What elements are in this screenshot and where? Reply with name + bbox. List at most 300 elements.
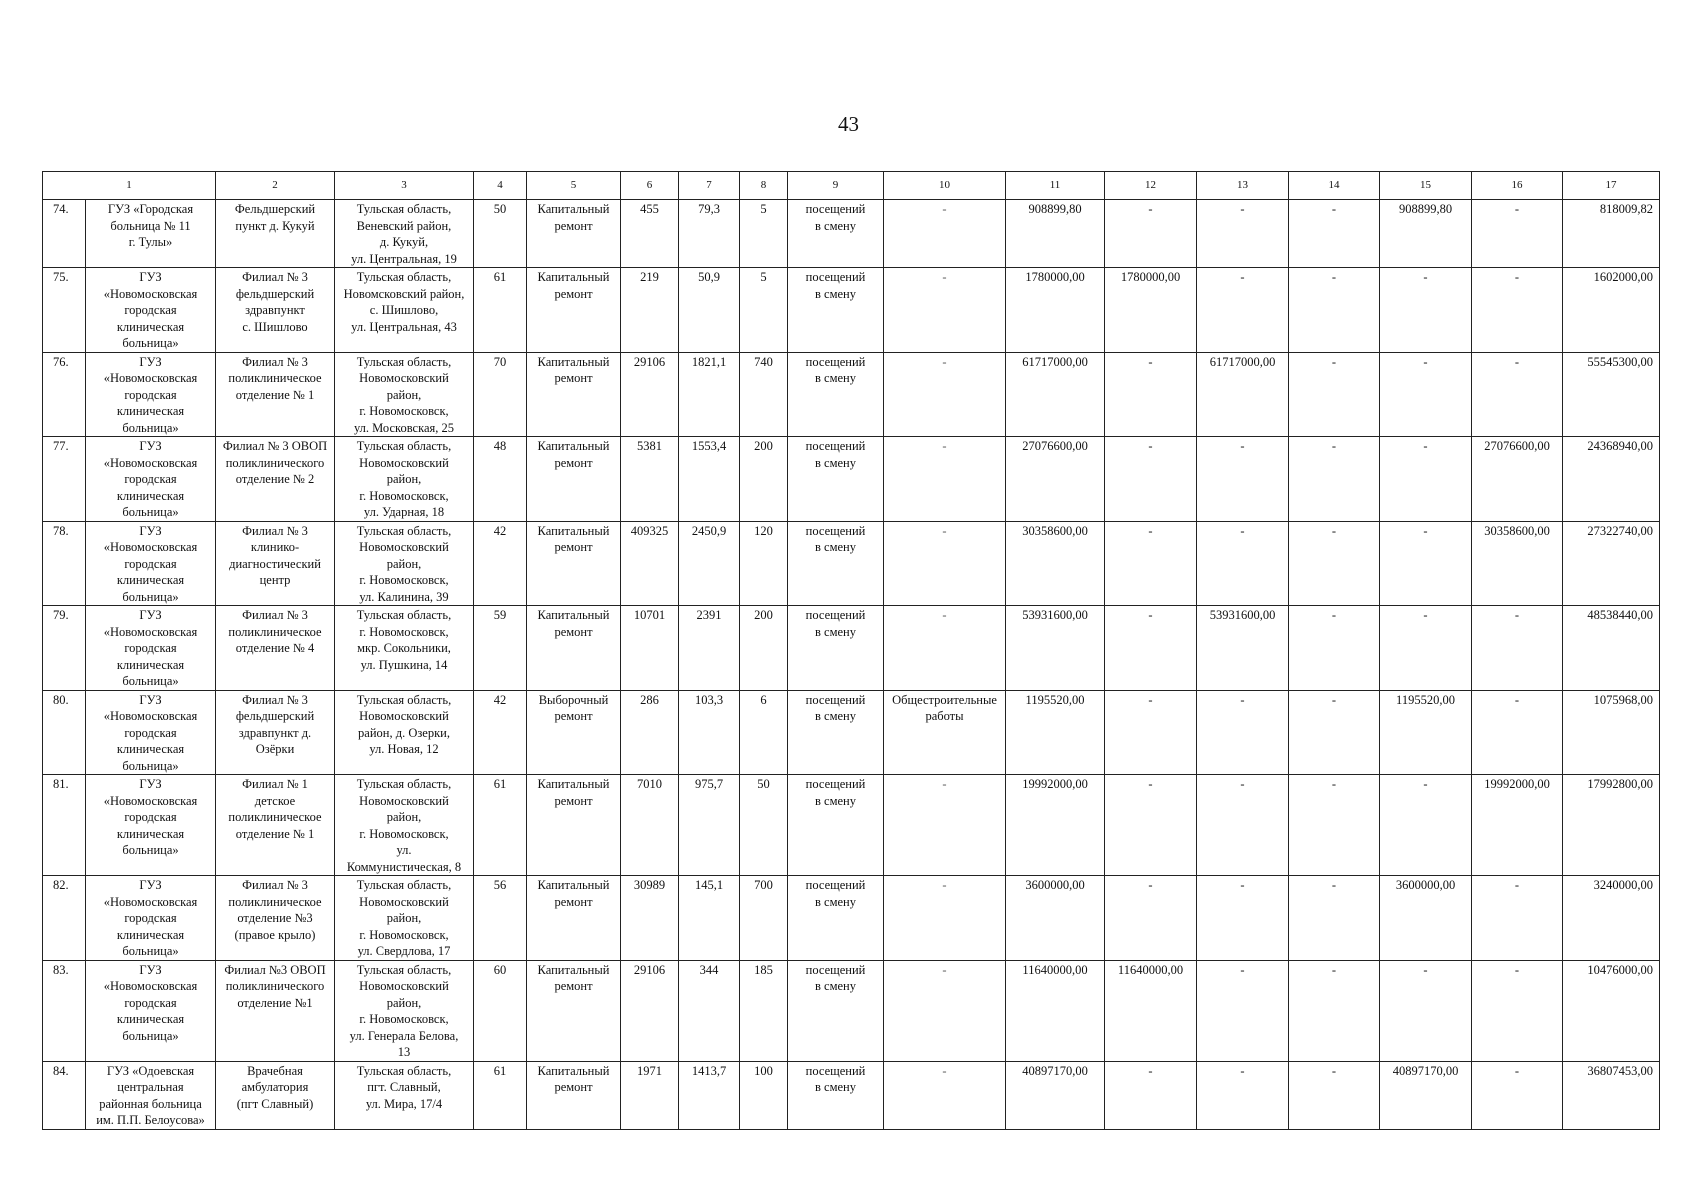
cell-line: районная больница <box>99 1096 202 1111</box>
col4-cell: 61 <box>474 268 527 353</box>
cell-line: поликлиническое <box>228 371 322 385</box>
col17-cell: 24368940,00 <box>1563 437 1660 522</box>
cell-line: Тульская область, <box>356 692 452 707</box>
cell-line: больница» <box>122 944 179 958</box>
col8-cell: 200 <box>740 437 788 522</box>
cell-line: Филиал № 1 <box>242 777 308 791</box>
facility-cell <box>216 521 335 606</box>
col12-cell: - <box>1105 876 1197 961</box>
col13-cell: - <box>1197 1061 1289 1129</box>
col7-cell: 1413,7 <box>679 1061 740 1129</box>
cell-line: посещений <box>805 777 866 791</box>
col12-cell: - <box>1105 1061 1197 1129</box>
cell-line: Общестроительные <box>892 692 997 707</box>
total-cost-cell: 40897170,00 <box>1006 1061 1105 1129</box>
row-number-cell: 83. <box>43 960 86 1061</box>
capacity-unit-cell <box>788 200 884 268</box>
col13-cell: - <box>1197 521 1289 606</box>
cell-line: в смену <box>815 894 856 909</box>
col12-cell: 11640000,00 <box>1105 960 1197 1061</box>
work-type-cell <box>884 775 1006 876</box>
cell-line: Капитальный <box>537 354 610 369</box>
cell-line: городская <box>124 810 177 824</box>
cell-line: район, <box>386 911 422 925</box>
total-cost-cell: 27076600,00 <box>1006 437 1105 522</box>
institution-cell <box>86 775 216 876</box>
cell-line: «Новомосковская <box>103 709 198 723</box>
cell-line: ремонт <box>554 218 593 233</box>
col12-cell: - <box>1105 690 1197 775</box>
cell-line: Филиал №3 ОВОП <box>224 962 326 977</box>
column-header: 7 <box>679 172 740 200</box>
cell-line: - <box>942 354 947 369</box>
cell-line: г. Новомосковск, <box>359 624 449 639</box>
col8-cell: 120 <box>740 521 788 606</box>
col7-cell: 145,1 <box>679 876 740 961</box>
facility-cell <box>216 200 335 268</box>
column-header: 14 <box>1289 172 1380 200</box>
table-row <box>43 775 1660 876</box>
address-cell <box>335 876 474 961</box>
cell-line: Выборочный <box>538 692 609 707</box>
col17-cell: 10476000,00 <box>1563 960 1660 1061</box>
col8-cell: 700 <box>740 876 788 961</box>
address-cell <box>335 606 474 691</box>
facility-cell <box>216 606 335 691</box>
col14-cell: - <box>1289 690 1380 775</box>
cell-line: городская <box>124 725 177 740</box>
col8-cell: 740 <box>740 352 788 437</box>
cell-line: «Новомосковская <box>103 894 198 909</box>
col6-cell: 409325 <box>621 521 679 606</box>
cell-line: «Новомосковская <box>103 371 198 385</box>
cell-line: клиническая <box>116 319 185 334</box>
col16-cell: - <box>1472 268 1563 353</box>
cell-line: Тульская область, <box>356 439 452 453</box>
cell-line: больница № 11 <box>110 218 191 233</box>
capacity-unit-cell <box>788 268 884 353</box>
cell-line: Капитальный <box>537 1063 610 1078</box>
col4-cell: 56 <box>474 876 527 961</box>
cell-line: ремонт <box>554 371 593 385</box>
cell-line: Капитальный <box>537 962 610 977</box>
institution-cell <box>86 876 216 961</box>
cell-line: ГУЗ «Одоевская <box>106 1063 195 1078</box>
cell-line: - <box>942 777 947 791</box>
cell-line: Капитальный <box>537 608 610 622</box>
work-type-cell <box>884 606 1006 691</box>
col15-cell: - <box>1380 960 1472 1061</box>
col8-cell: 6 <box>740 690 788 775</box>
col7-cell: 975,7 <box>679 775 740 876</box>
cell-line: городская <box>124 995 177 1010</box>
cell-line: Филиал № 3 <box>242 354 308 369</box>
table-row <box>43 690 1660 775</box>
cell-line: Коммунистическая, 8 <box>346 859 462 874</box>
cell-line: пгт. Славный, <box>367 1080 441 1094</box>
cell-line: посещений <box>805 1063 866 1078</box>
cell-line: в смену <box>815 709 856 723</box>
col4-cell: 60 <box>474 960 527 1061</box>
column-header: 4 <box>474 172 527 200</box>
col14-cell: - <box>1289 521 1380 606</box>
cell-line: - <box>942 523 947 538</box>
cell-line: поликлиническое <box>228 810 322 824</box>
cell-line: фельдшерский <box>235 286 315 301</box>
cell-line: район, <box>386 472 422 486</box>
total-cost-cell: 61717000,00 <box>1006 352 1105 437</box>
table-body <box>43 200 1660 1130</box>
cell-line: Тульская область, <box>356 270 452 284</box>
cell-line: пункт д. Кукуй <box>235 218 315 233</box>
cell-line: Филиал № 3 <box>242 692 308 707</box>
table-row <box>43 200 1660 268</box>
col4-cell: 42 <box>474 521 527 606</box>
col17-cell: 36807453,00 <box>1563 1061 1660 1129</box>
cell-line: Филиал № 3 <box>242 523 308 538</box>
cell-line: больница» <box>122 420 179 435</box>
cell-line: больница» <box>122 1028 179 1043</box>
facility-cell <box>216 775 335 876</box>
cell-line: ремонт <box>554 540 593 554</box>
col12-cell: - <box>1105 775 1197 876</box>
table-row <box>43 268 1660 353</box>
column-header: 13 <box>1197 172 1289 200</box>
total-cost-cell: 19992000,00 <box>1006 775 1105 876</box>
column-header: 6 <box>621 172 679 200</box>
cell-line: Новомосковский <box>359 455 449 470</box>
cell-line: ремонт <box>554 1080 593 1094</box>
table-row <box>43 960 1660 1061</box>
col15-cell: - <box>1380 521 1472 606</box>
col8-cell: 50 <box>740 775 788 876</box>
cell-line: в смену <box>815 793 856 808</box>
col7-cell: 1821,1 <box>679 352 740 437</box>
cell-line: клиническая <box>116 742 185 756</box>
repair-type-cell <box>527 352 621 437</box>
cell-line: отделение №3 <box>237 911 313 925</box>
institution-cell <box>86 606 216 691</box>
cell-line: Филиал № 3 <box>242 270 308 284</box>
cell-line: работы <box>925 709 964 723</box>
table-row <box>43 352 1660 437</box>
cell-line: посещений <box>805 523 866 538</box>
cell-line: посещений <box>805 878 866 892</box>
cell-line: ремонт <box>554 624 593 639</box>
column-header: 3 <box>335 172 474 200</box>
col6-cell: 219 <box>621 268 679 353</box>
column-header: 8 <box>740 172 788 200</box>
data-table <box>42 171 1660 1130</box>
repair-type-cell <box>527 521 621 606</box>
cell-line: детское <box>254 793 296 808</box>
col17-cell: 818009,82 <box>1563 200 1660 268</box>
capacity-unit-cell <box>788 437 884 522</box>
col14-cell: - <box>1289 352 1380 437</box>
col12-cell: - <box>1105 437 1197 522</box>
cell-line: ремонт <box>554 979 593 993</box>
col6-cell: 455 <box>621 200 679 268</box>
cell-line: - <box>942 439 947 453</box>
col4-cell: 61 <box>474 775 527 876</box>
cell-line: в смену <box>815 455 856 470</box>
col14-cell: - <box>1289 437 1380 522</box>
column-header: 16 <box>1472 172 1563 200</box>
col17-cell: 1075968,00 <box>1563 690 1660 775</box>
col6-cell: 30989 <box>621 876 679 961</box>
cell-line: район, <box>386 995 422 1010</box>
cell-line: посещений <box>805 608 866 622</box>
address-cell <box>335 690 474 775</box>
col16-cell: 27076600,00 <box>1472 437 1563 522</box>
col6-cell: 1971 <box>621 1061 679 1129</box>
col16-cell: 30358600,00 <box>1472 521 1563 606</box>
address-cell <box>335 268 474 353</box>
col8-cell: 185 <box>740 960 788 1061</box>
cell-line: Веневский район, <box>356 218 452 233</box>
cell-line: им. П.П. Белоусова» <box>96 1113 205 1127</box>
cell-line: городская <box>124 556 177 571</box>
cell-line: - <box>942 608 947 622</box>
work-type-cell <box>884 268 1006 353</box>
cell-line: Филиал № 3 <box>242 608 308 622</box>
col15-cell: - <box>1380 268 1472 353</box>
institution-cell <box>86 521 216 606</box>
capacity-unit-cell <box>788 775 884 876</box>
cell-line: ремонт <box>554 894 593 909</box>
work-type-cell <box>884 437 1006 522</box>
cell-line: г. Новомосковск, <box>359 404 449 418</box>
table-row <box>43 876 1660 961</box>
cell-line: Тульская область, <box>356 878 452 892</box>
cell-line: городская <box>124 911 177 925</box>
cell-line: ремонт <box>554 455 593 470</box>
cell-line: Капитальный <box>537 878 610 892</box>
cell-line: фельдшерский <box>235 709 315 723</box>
total-cost-cell: 1780000,00 <box>1006 268 1105 353</box>
cell-line: отделение №1 <box>237 995 313 1010</box>
row-number-cell: 77. <box>43 437 86 522</box>
cell-line: центр <box>259 573 291 587</box>
row-number-cell: 74. <box>43 200 86 268</box>
col12-cell: 1780000,00 <box>1105 268 1197 353</box>
column-header: 11 <box>1006 172 1105 200</box>
col14-cell: - <box>1289 268 1380 353</box>
column-header: 5 <box>527 172 621 200</box>
col17-cell: 27322740,00 <box>1563 521 1660 606</box>
cell-line: клиническая <box>116 657 185 672</box>
col13-cell: - <box>1197 775 1289 876</box>
col15-cell: 40897170,00 <box>1380 1061 1472 1129</box>
col4-cell: 61 <box>474 1061 527 1129</box>
institution-cell <box>86 200 216 268</box>
facility-cell <box>216 268 335 353</box>
cell-line: в смену <box>815 540 856 554</box>
cell-line: - <box>942 962 947 977</box>
col6-cell: 7010 <box>621 775 679 876</box>
cell-line: ул. Мира, 17/4 <box>365 1096 443 1111</box>
row-number-cell: 78. <box>43 521 86 606</box>
cell-line: здравпункт д. <box>238 725 312 740</box>
address-cell <box>335 1061 474 1129</box>
cell-line: Тульская область, <box>356 202 452 216</box>
cell-line: с. Шишлово, <box>369 303 439 317</box>
cell-line: ул. Московская, 25 <box>353 420 455 435</box>
cell-line: городская <box>124 387 177 402</box>
col4-cell: 50 <box>474 200 527 268</box>
facility-cell <box>216 437 335 522</box>
cell-line: «Новомосковская <box>103 540 198 554</box>
col4-cell: 70 <box>474 352 527 437</box>
cell-line: в смену <box>815 371 856 385</box>
col15-cell: - <box>1380 352 1472 437</box>
cell-line: Новомсковский район, <box>343 286 465 301</box>
work-type-cell <box>884 876 1006 961</box>
facility-cell <box>216 690 335 775</box>
cell-line: Тульская область, <box>356 608 452 622</box>
repair-type-cell <box>527 876 621 961</box>
cell-line: отделение № 4 <box>235 641 315 655</box>
col16-cell: 19992000,00 <box>1472 775 1563 876</box>
cell-line: посещений <box>805 270 866 284</box>
address-cell <box>335 437 474 522</box>
cell-line: в смену <box>815 1080 856 1094</box>
cell-line: Врачебная <box>247 1063 303 1078</box>
col13-cell: 53931600,00 <box>1197 606 1289 691</box>
col7-cell: 2450,9 <box>679 521 740 606</box>
cell-line: «Новомосковская <box>103 793 198 808</box>
cell-line: ГУЗ <box>139 523 162 538</box>
col12-cell: - <box>1105 352 1197 437</box>
col13-cell: - <box>1197 437 1289 522</box>
column-header: 12 <box>1105 172 1197 200</box>
column-header: 17 <box>1563 172 1660 200</box>
cell-line: клиническая <box>116 1012 185 1026</box>
cell-line: центральная <box>117 1080 184 1094</box>
col13-cell: - <box>1197 200 1289 268</box>
row-number-cell: 82. <box>43 876 86 961</box>
cell-line: (пгт Славный) <box>236 1096 314 1111</box>
row-number-cell: 84. <box>43 1061 86 1129</box>
page-number: 43 <box>838 112 859 136</box>
col16-cell: - <box>1472 876 1563 961</box>
col6-cell: 10701 <box>621 606 679 691</box>
cell-line: ГУЗ <box>139 354 162 369</box>
cell-line: ГУЗ <box>139 878 162 892</box>
cell-line: посещений <box>805 354 866 369</box>
cell-line: в смену <box>815 979 856 993</box>
col16-cell: - <box>1472 200 1563 268</box>
address-cell <box>335 775 474 876</box>
institution-cell <box>86 268 216 353</box>
cell-line: больница» <box>122 505 179 519</box>
col15-cell: 3600000,00 <box>1380 876 1472 961</box>
work-type-cell <box>884 521 1006 606</box>
col6-cell: 29106 <box>621 960 679 1061</box>
cell-line: ремонт <box>554 286 593 301</box>
row-number-cell: 79. <box>43 606 86 691</box>
col8-cell: 100 <box>740 1061 788 1129</box>
cell-line: отделение № 1 <box>235 387 315 402</box>
col14-cell: - <box>1289 606 1380 691</box>
col7-cell: 79,3 <box>679 200 740 268</box>
repair-type-cell <box>527 268 621 353</box>
capacity-unit-cell <box>788 1061 884 1129</box>
col13-cell: 61717000,00 <box>1197 352 1289 437</box>
cell-line: Новомосковский <box>359 894 449 909</box>
col16-cell: - <box>1472 1061 1563 1129</box>
table-row <box>43 521 1660 606</box>
facility-cell <box>216 352 335 437</box>
cell-line: Тульская область, <box>356 523 452 538</box>
work-type-cell <box>884 960 1006 1061</box>
cell-line: «Новомосковская <box>103 624 198 639</box>
col12-cell: - <box>1105 200 1197 268</box>
total-cost-cell: 1195520,00 <box>1006 690 1105 775</box>
cell-line: ГУЗ <box>139 270 162 284</box>
cell-line: Капитальный <box>537 439 610 453</box>
address-cell <box>335 352 474 437</box>
repair-type-cell <box>527 690 621 775</box>
cell-line: амбулатория <box>241 1080 309 1094</box>
col14-cell: - <box>1289 1061 1380 1129</box>
cell-line: ул. Центральная, 19 <box>351 251 457 266</box>
col6-cell: 5381 <box>621 437 679 522</box>
cell-line: г. Новомосковск, <box>359 927 449 942</box>
col14-cell: - <box>1289 775 1380 876</box>
address-cell <box>335 521 474 606</box>
capacity-unit-cell <box>788 690 884 775</box>
cell-line: диагностический <box>229 556 321 571</box>
cell-line: «Новомосковская <box>103 286 198 301</box>
cell-line: Капитальный <box>537 523 610 538</box>
cell-line: посещений <box>805 692 866 707</box>
col17-cell: 17992800,00 <box>1563 775 1660 876</box>
cell-line: ГУЗ <box>139 608 162 622</box>
total-cost-cell: 53931600,00 <box>1006 606 1105 691</box>
cell-line: посещений <box>805 962 866 977</box>
col17-cell: 1602000,00 <box>1563 268 1660 353</box>
col15-cell: 908899,80 <box>1380 200 1472 268</box>
total-cost-cell: 30358600,00 <box>1006 521 1105 606</box>
cell-line: д. Кукуй, <box>379 235 429 249</box>
cell-line: ГУЗ <box>139 439 162 453</box>
repair-type-cell <box>527 1061 621 1129</box>
institution-cell <box>86 437 216 522</box>
col14-cell: - <box>1289 876 1380 961</box>
cell-line: «Новомосковская <box>103 979 198 993</box>
col15-cell: - <box>1380 775 1472 876</box>
cell-line: городская <box>124 303 177 317</box>
cell-line: посещений <box>805 439 866 453</box>
cell-line: городская <box>124 472 177 486</box>
col15-cell: - <box>1380 437 1472 522</box>
address-cell <box>335 960 474 1061</box>
capacity-unit-cell <box>788 606 884 691</box>
capacity-unit-cell <box>788 960 884 1061</box>
cell-line: клиническая <box>116 826 185 841</box>
cell-line: «Новомосковская <box>103 455 198 470</box>
col13-cell: - <box>1197 268 1289 353</box>
cell-line: мкр. Сокольники, <box>357 641 451 655</box>
cell-line: район, <box>386 387 422 402</box>
col8-cell: 200 <box>740 606 788 691</box>
col15-cell: 1195520,00 <box>1380 690 1472 775</box>
capacity-unit-cell <box>788 352 884 437</box>
address-cell <box>335 200 474 268</box>
repair-type-cell <box>527 775 621 876</box>
col7-cell: 2391 <box>679 606 740 691</box>
